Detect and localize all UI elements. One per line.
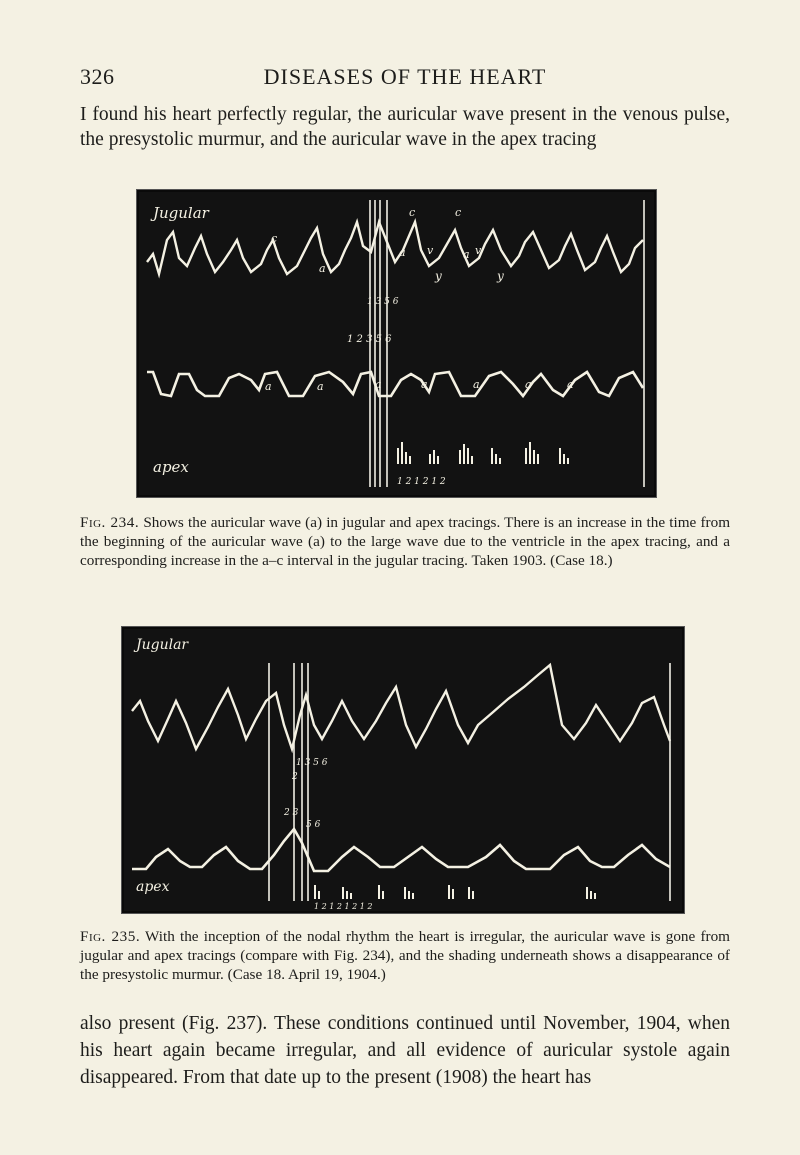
apex-numbers-2: 5 6: [306, 820, 321, 830]
page-header: [80, 64, 730, 94]
label-a: a: [399, 246, 406, 259]
label-a: a: [463, 248, 470, 261]
running-title: DISEASES OF THE HEART: [263, 64, 547, 89]
label-a: a: [317, 380, 324, 393]
label-v: v: [427, 244, 434, 257]
figure-234-caption: [80, 513, 730, 570]
label-a: a: [567, 378, 574, 391]
label-jugular: Jugular: [136, 637, 189, 653]
page-number: 326: [80, 64, 115, 89]
label-a: a: [319, 262, 326, 275]
jugular-numbers: 1 3 5 6: [367, 297, 399, 307]
figure-235-svg: [124, 629, 682, 911]
figure-234-tracing: [137, 190, 656, 497]
label-c: c: [409, 206, 416, 219]
label-a: a: [525, 378, 532, 391]
label-y: y: [497, 269, 504, 283]
murmur-marks: 1 2 1 2 1 2 1 2: [314, 902, 373, 911]
figure-235-label: Fig. 235.: [80, 928, 141, 945]
figure-234-svg: [139, 192, 654, 495]
label-c: c: [455, 206, 462, 219]
figure-235-caption: [80, 927, 730, 984]
label-jugular: Jugular: [153, 204, 209, 222]
apex-numbers: 2 3: [284, 808, 299, 818]
label-apex: apex: [153, 458, 189, 476]
label-a: a: [265, 380, 272, 393]
figure-235-caption-text: With the inception of the nodal rhythm the heart is irregular, the auricular wave is gone from jugular and apex tracings (compare with Fig. 234), and the shading underneath shows a disappearance of the presystolic murmur. (Case 18. April 19, 1904.): [80, 928, 730, 983]
jugular-number-2: 2: [292, 772, 298, 782]
label-y: y: [435, 269, 442, 283]
label-a: a: [375, 378, 382, 391]
figure-235-tracing: [122, 627, 684, 913]
label-a: a: [421, 378, 428, 391]
murmur-marks: 1 2 1 2 1 2: [397, 477, 446, 487]
apex-numbers: 1 2 3 5 6: [347, 334, 392, 345]
figure-234-label: Fig. 234.: [80, 514, 140, 531]
body-paragraph-top: I found his heart perfectly regular, the auricular wave present in the venous pulse, the presystolic murmur, and the auricular wave in the apex tracing: [80, 104, 730, 150]
figure-234-caption-text: Shows the auricular wave (a) in jugular and apex tracings. There is an increase in the time from the beginning of the auricular wave (a) to the large wave due to the ventricle in the apex tracing, and a corresponding increase in the a–c interval in the jugular tracing. Taken 1903. (Case 18.): [80, 514, 731, 569]
jugular-numbers: 1 3 5 6: [296, 758, 328, 768]
label-v: v: [475, 244, 482, 257]
label-apex: apex: [136, 879, 170, 895]
body-paragraph-bottom: also present (Fig. 237). These conditions continued until November, 1904, when his heart again became irregular, and all evidence of auricular systole again disappeared. From that date up to the present (1908) the heart has: [80, 1013, 730, 1088]
label-a: a: [473, 378, 480, 391]
label-c: c: [271, 232, 278, 245]
